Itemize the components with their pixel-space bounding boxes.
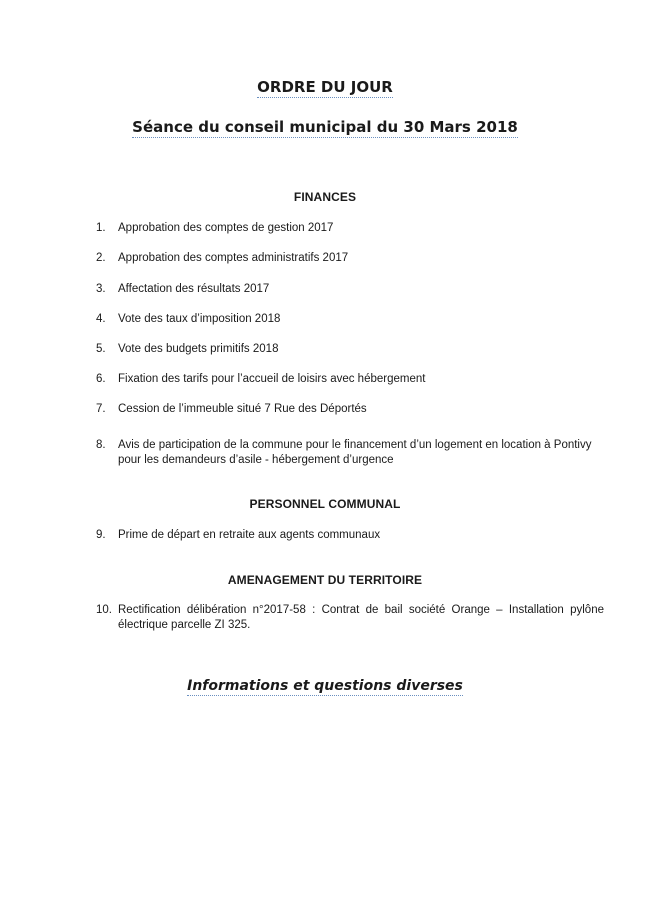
item-number: 8. [96, 439, 106, 451]
agenda-item [96, 221, 604, 236]
item-number: 1. [96, 222, 106, 234]
section-heading-finances: FINANCES [293, 190, 357, 204]
agenda-item [96, 438, 604, 468]
item-text: Vote des budgets primitifs 2018 [118, 343, 279, 355]
item-text: Rectification délibération n°2017-58 : Contrat de bail société Orange – Installation pylône électrique parcelle ZI 325. [118, 604, 604, 631]
item-number: 9. [96, 529, 106, 541]
agenda-item [96, 282, 604, 297]
item-number: 7. [96, 403, 106, 415]
section-heading-personnel: PERSONNEL COMMUNAL [249, 497, 401, 511]
item-number: 4. [96, 313, 106, 325]
item-text: Approbation des comptes administratifs 2017 [118, 252, 349, 264]
closing-heading [0, 678, 650, 694]
document-title [0, 78, 650, 96]
document-subtitle [0, 118, 650, 136]
agenda-item [96, 528, 604, 543]
document-title-text: ORDRE DU JOUR [257, 78, 393, 96]
item-text: Cession de l’immeuble situé 7 Rue des Déportés [118, 403, 367, 415]
item-text: Affectation des résultats 2017 [118, 283, 270, 295]
agenda-item [96, 312, 604, 327]
closing-heading-text: Informations et questions diverses [187, 678, 463, 694]
item-number: 2. [96, 252, 106, 264]
item-text: Avis de participation de la commune pour le financement d’un logement en location à Pontivy pour les demandeurs d’asile - hébergement d’urgence [118, 439, 592, 466]
section-heading-amenagement: AMENAGEMENT DU TERRITOIRE [227, 573, 423, 587]
item-text: Fixation des tarifs pour l’accueil de loisirs avec hébergement [118, 373, 426, 385]
agenda-item [96, 402, 604, 417]
agenda-item [96, 342, 604, 357]
item-text: Vote des taux d’imposition 2018 [118, 313, 281, 325]
item-text: Prime de départ en retraite aux agents communaux [118, 529, 381, 541]
item-number: 6. [96, 373, 106, 385]
item-text: Approbation des comptes de gestion 2017 [118, 222, 334, 234]
item-number: 10. [96, 604, 112, 616]
agenda-item [96, 603, 604, 633]
item-number: 5. [96, 343, 106, 355]
agenda-item [96, 251, 604, 266]
document-subtitle-text: Séance du conseil municipal du 30 Mars 2018 [132, 118, 518, 136]
item-number: 3. [96, 283, 106, 295]
agenda-item [96, 372, 604, 387]
